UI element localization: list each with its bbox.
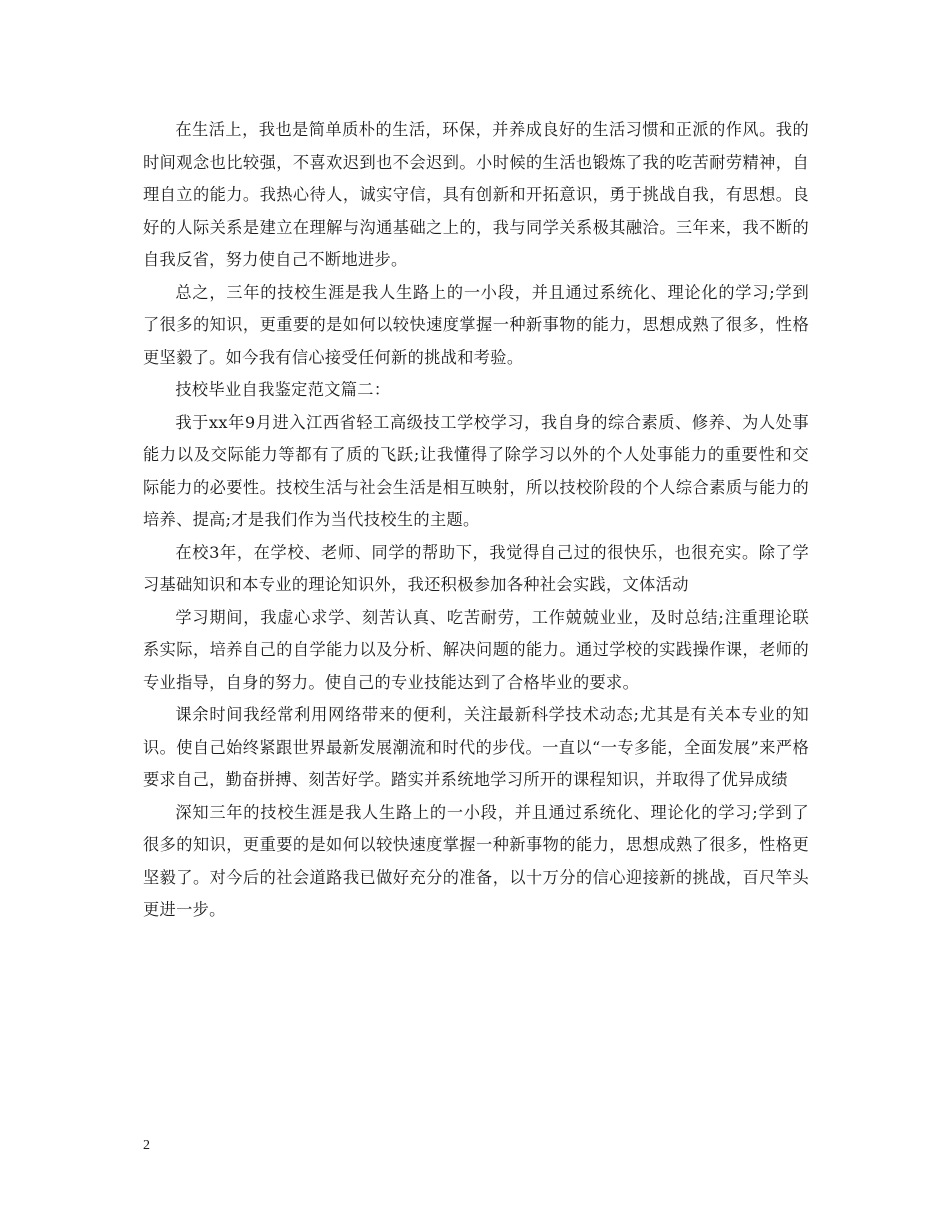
paragraph-conclusion: 深知三年的技校生涯是我人生路上的一小段，并且通过系统化、理论化的学习;学到了很多的知识，更重要的是如何以较快速度掌握一种新事物的能力，思想成熟了很多，性格更坚毅了。对今后的社会道路我已做好充分的准备，以十万分的信心迎接新的挑战，百尺竿头更进一步。 — [143, 802, 809, 919]
section-heading: 技校毕业自我鉴定范文篇二： — [175, 380, 391, 399]
paragraph-three-years: 在校3年，在学校、老师、同学的帮助下，我觉得自己过的很快乐，也很充实。除了学习基础知识和本专业的理论知识外，我还积极参加各种社会实践，文体活动 — [143, 542, 809, 594]
page-number: 2 — [143, 1138, 150, 1153]
paragraph-life: 在生活上，我也是简单质朴的生活，环保，并养成良好的生活习惯和正派的作风。我的时间观念也比较强，不喜欢迟到也不会迟到。小时候的生活也锻炼了我的吃苦耐劳精神，自理自立的能力。我热心待人，诚实守信，具有创新和开拓意识，勇于挑战自我，有思想。良好的人际关系是建立在理解与沟通基础之上的，我与同学关系极其融洽。三年来，我不断的自我反省，努力使自己不断地进步。 — [143, 120, 809, 269]
paragraph-enrollment: 我于xx年9月进入江西省轻工高级技工学校学习，我自身的综合素质、修养、为人处事能力以及交际能力等都有了质的飞跃;让我懂得了除学习以外的个人处事能力的重要性和交际能力的必要性。技校生活与社会生活是相互映射，所以技校阶段的个人综合素质与能力的培养、提高;才是我们作为当代技校生的主题。 — [143, 412, 809, 529]
paragraph-summary: 总之，三年的技校生涯是我人生路上的一小段，并且通过系统化、理论化的学习;学到了很多的知识，更重要的是如何以较快速度掌握一种新事物的能力，思想成熟了很多，性格更坚毅了。如今我有信心接受任何新的挑战和考验。 — [143, 282, 809, 367]
paragraph-spare-time: 课余时间我经常利用网络带来的便利，关注最新科学技术动态;尤其是有关本专业的知识。使自己始终紧跟世界最新发展潮流和时代的步伐。一直以“一专多能，全面发展”来严格要求自己，勤奋拼搏、刻苦好学。踏实并系统地学习所开的课程知识，并取得了优异成绩 — [143, 705, 809, 789]
paragraph-study-period: 学习期间，我虚心求学、刻苦认真、吃苦耐劳，工作兢兢业业，及时总结;注重理论联系实际，培养自己的自学能力以及分析、解决问题的能力。通过学校的实践操作课，老师的专业指导，自身的努力。使自己的专业技能达到了合格毕业的要求。 — [143, 607, 809, 692]
document-body — [143, 114, 809, 927]
